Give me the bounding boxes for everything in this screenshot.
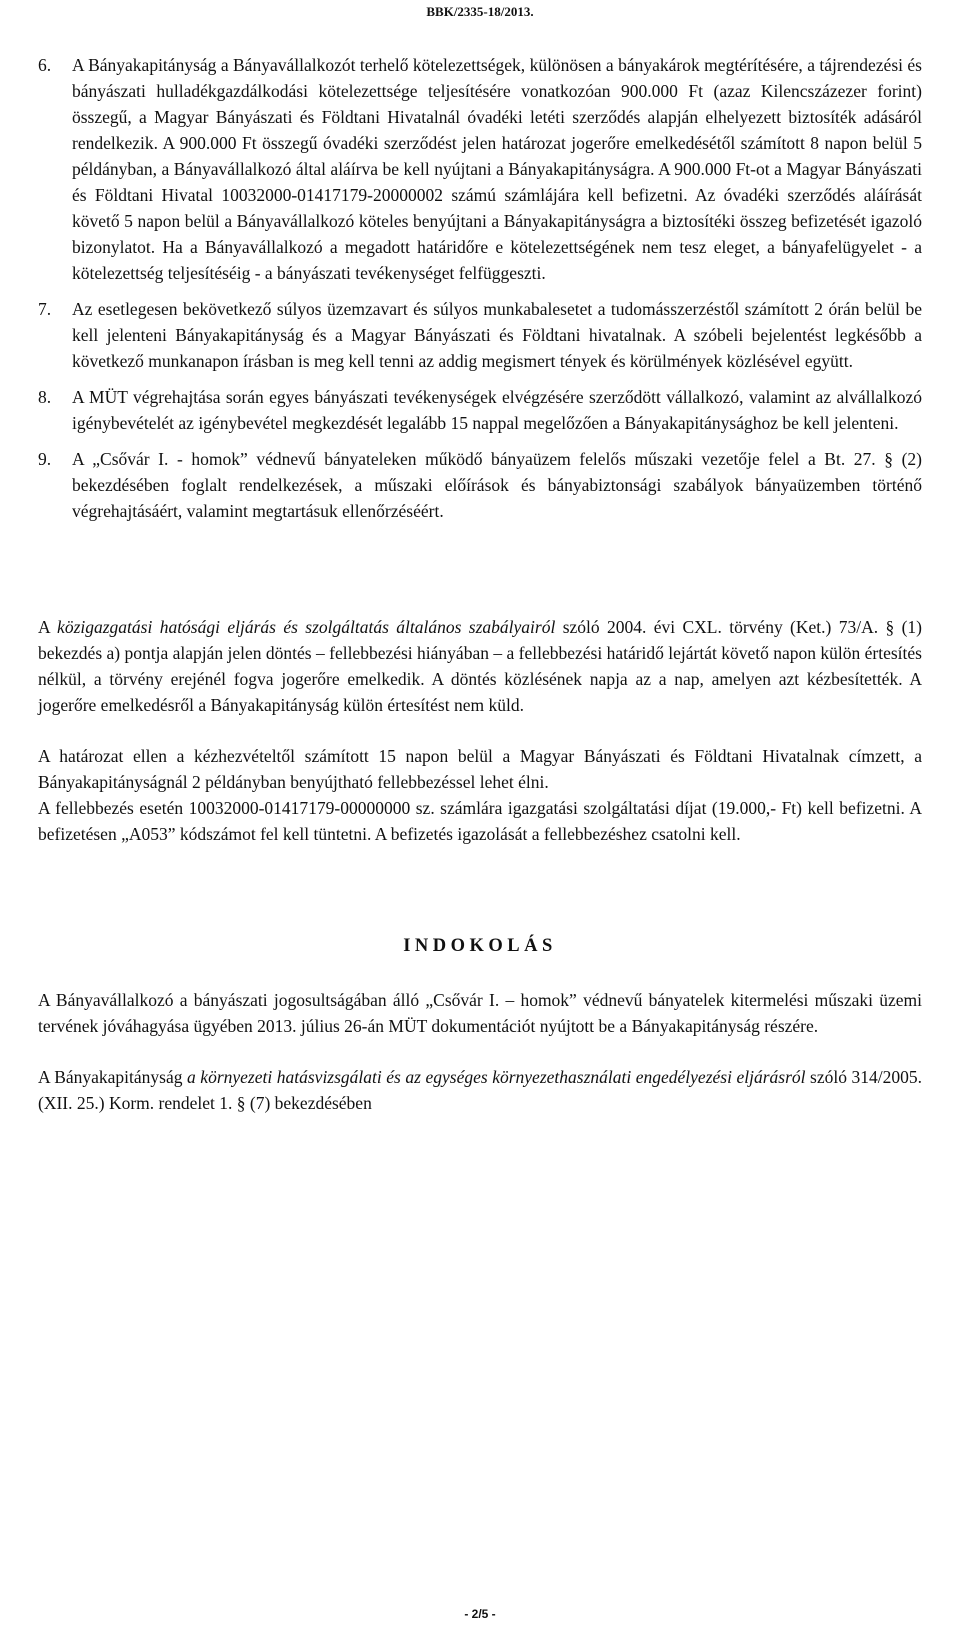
item-number: 8. [38, 387, 52, 407]
document-id-header: BBK/2335-18/2013. [426, 4, 534, 19]
list-item-8 [38, 384, 922, 436]
appeal-paragraph: A határozat ellen a kézhezvételtől számított 15 napon belül a Magyar Bányászati és Földtani Hivatalnak címzett, a Bányakapitányságnál 2 példányban benyújtható fellebbezéssel lehet élni. [38, 746, 922, 792]
document-page [38, 0, 922, 1116]
item-number: 6. [38, 55, 52, 75]
reasoning-paragraph-2: A Bányakapitányság a környezeti hatásvizsgálati és az egységes környezethasználati engedélyezési eljárásról szóló 314/2005. (XII. 25.) Korm. rendelet 1. § (7) bekezdésében [38, 1067, 922, 1113]
item-number: 7. [38, 299, 52, 319]
item-text: Az esetlegesen bekövetkező súlyos üzemzavart és súlyos munkabalesetet a tudomásszerzéstől számított 2 órán belül be kell jelenteni Bányakapitányság és a Magyar Bányászati és Földtani hivatalnak. A szóbeli bejelentést legkésőbb a következő munkanapon írásban is meg kell tenni az addig megismert tények és körülmények közlésével együtt. [72, 299, 922, 371]
section-title: INDOKOLÁS [403, 936, 557, 956]
item-text: A Bányakapitányság a Bányavállalkozót terhelő kötelezettségek, különösen a bányakárok megtérítésére, a tájrendezési és bányászati hulladékgazdálkodási kötelezettsége teljesítésére vonatkozóan 900.000 Ft (azaz Kilencszázezer forint) összegű, a Magyar Bányászati és Földtani Hivatalnál óvadéki letéti szerződés alapján elhelyezett biztosíték adásáról rendelkezik. A 900.000 Ft összegű óvadéki szerződést jelen határozat jogerőre emelkedésétől számított 8 napon belül 5 példányban, a Bányavállalkozó által aláírva be kell nyújtani a Bányakapitányságra. A 900.000 Ft-ot a Magyar Bányászati és Földtani Hivatal 10032000-01417179-20000002 számú számlájára kell befizetni. Az óvadéki szerződés aláírását követő 5 napon belül a Bányavállalkozó köteles benyújtani a Bányakapitányságra a biztosítéki összeg befizetését igazoló bizonylatot. Ha a Bányavállalkozó a megadott határidőre e kötelezettségének nem tesz eleget, a bányafelügyelet - a kötelezettség teljesítéséig - a bányászati tevékenységet felfüggeszti. [72, 55, 922, 283]
appeal-fee-paragraph: A fellebbezés esetén 10032000-01417179-00000000 sz. számlára igazgatási szolgáltatási díjat (19.000,- Ft) kell befizetni. A befizetésen „A053” kódszámot fel kell tüntetni. A befizetés igazolását a fellebbezéshez csatolni kell. [38, 798, 922, 844]
list-item-9 [38, 446, 922, 524]
reasoning-paragraph-1: A Bányavállalkozó a bányászati jogosultságában álló „Csővár I. – homok” védnevű bányatelek kitermelési műszaki üzemi tervének jóváhagyása ügyében 2013. július 26-án MÜT dokumentációt nyújtott be a Bányakapitányság részére. [38, 990, 922, 1036]
list-item-6 [38, 52, 922, 286]
legal-finality-paragraph: A közigazgatási hatósági eljárás és szolgáltatás általános szabályairól szóló 2004. évi CXL. törvény (Ket.) 73/A. § (1) bekezdés a) pontja alapján jelen döntés – fellebbezési hiányában – a fellebbezési határidő lejártát követő napon külön értesítés nélkül, a törvény erejénél fogva jogerőre emelkedik. A döntés közlésének napja az a nap, amelyen azt kézbesítették. A jogerőre emelkedésről a Bányakapitányság külön értesítést nem küld. [38, 617, 922, 715]
page-number: - 2/5 - [464, 1607, 496, 1621]
list-item-7 [38, 296, 922, 374]
item-number: 9. [38, 449, 52, 469]
item-text: A „Csővár I. - homok” védnevű bányateleken működő bányaüzem felelős műszaki vezetője felel a Bt. 27. § (2) bekezdésében foglalt rendelkezések, a műszaki előírások és bányabiztonsági szabályok bányaüzemben történő végrehajtásáért, valamint megtartásuk ellenőrzéséért. [72, 449, 922, 521]
decree-title: a környezeti hatásvizsgálati és az egységes környezethasználati engedélyezési eljárásról [187, 1067, 806, 1087]
act-title: közigazgatási hatósági eljárás és szolgáltatás általános szabályairól [57, 617, 556, 637]
item-text: A MÜT végrehajtása során egyes bányászati tevékenységek elvégzésére szerződött vállalkozó, valamint az alvállalkozó igénybevételét az igénybevétel megkezdését legalább 15 nappal megelőzően a Bányakapitánysághoz be kell jelenteni. [72, 387, 922, 433]
